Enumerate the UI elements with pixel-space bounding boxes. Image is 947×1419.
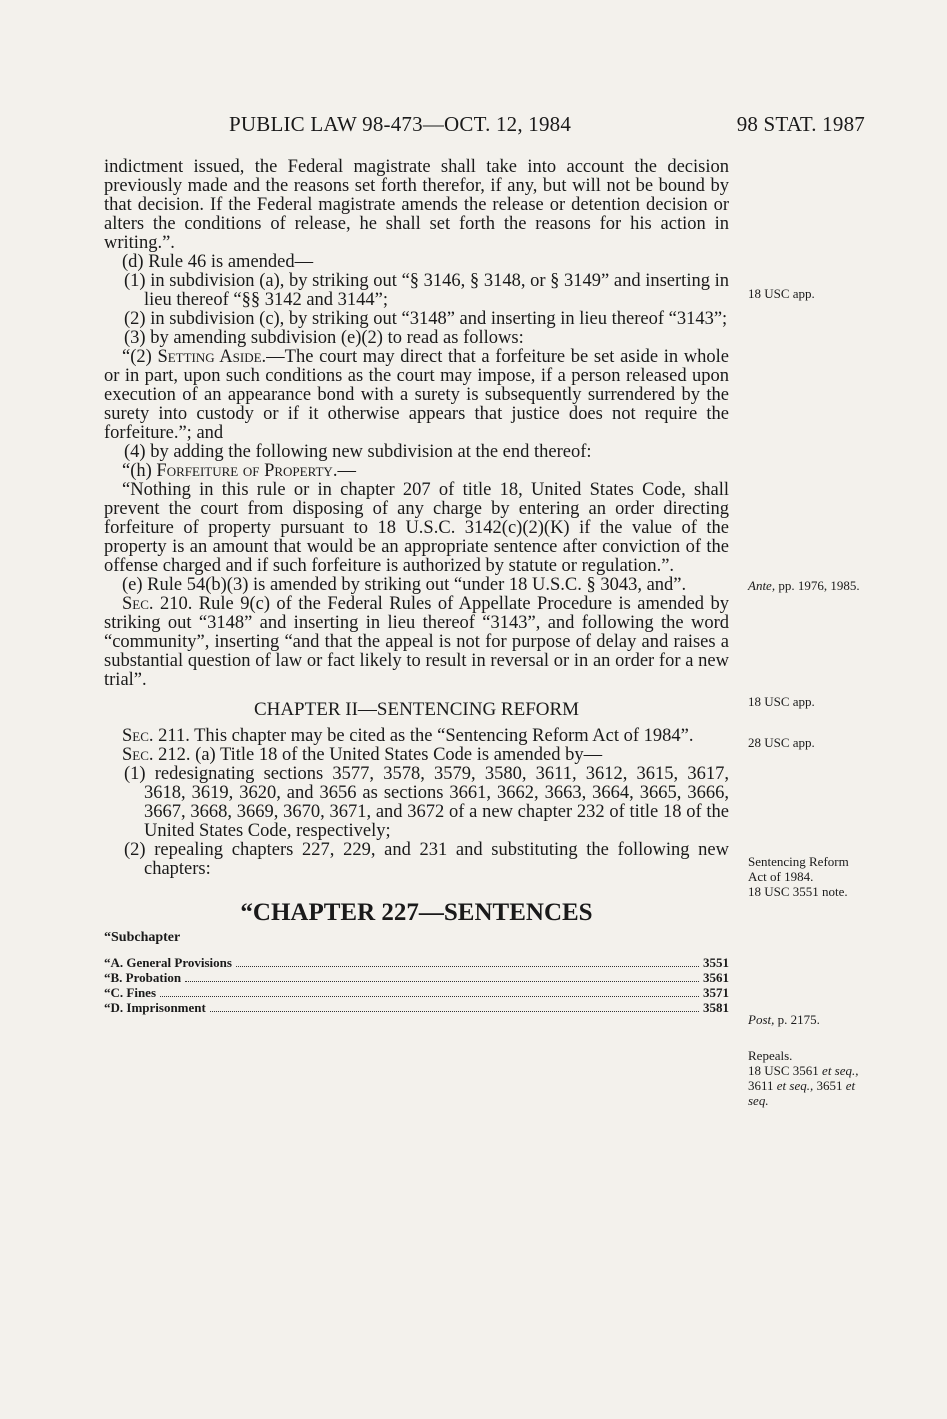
toc-leader-dots bbox=[185, 981, 699, 982]
margin-note-repeals bbox=[748, 1048, 868, 1108]
rule-46-item-1: (1) in subdivision (a), by striking out “§ 3146, § 3148, or § 3149” and inserting in lieu thereof “§§ 3142 and 3144”; bbox=[124, 271, 729, 310]
header-title: PUBLIC LAW 98-473—OCT. 12, 1984 bbox=[229, 112, 572, 136]
toc-leader-dots bbox=[160, 996, 699, 997]
margin-ante-pages: pp. 1976, 1985. bbox=[775, 578, 860, 593]
forfeiture-heading-line bbox=[104, 462, 729, 481]
section-211 bbox=[104, 727, 729, 746]
margin-note-18-usc-app: 18 USC app. bbox=[748, 286, 815, 301]
margin-post-page: p. 2175. bbox=[774, 1012, 820, 1027]
margin-sentencing-reform-act: Sentencing Reform Act of 1984. bbox=[748, 854, 849, 884]
toc-entry bbox=[104, 1000, 729, 1015]
setting-aside-paragraph bbox=[104, 348, 729, 443]
toc-leader-dots bbox=[236, 966, 699, 967]
margin-repeals: Repeals. bbox=[748, 1048, 793, 1063]
margin-note-sentencing-reform bbox=[748, 854, 868, 899]
forfeiture-lead: “(h) bbox=[122, 461, 157, 481]
setting-aside-text: .—The court may direct that a forfeiture be set aside in whole or in part, upon such conditions as the court may impose, if a person released upon execution of an appearance bond with a surety is subsequently surrendered by the surety into custody or if it otherwise appears that justice does not require the forfeiture.”; and bbox=[104, 347, 729, 443]
section-210-text: . 210. Rule 9(c) of the Federal Rules of Appellate Procedure is amended by striking out “3148” and inserting in lieu thereof “3143”, and following the word “community”, inserting “and that the appeal is not for purpose of delay and raises a substantial question of law or fact likely to result in reversal or in an order for a new trial”. bbox=[104, 594, 729, 690]
setting-aside-heading: Setting Aside bbox=[157, 347, 262, 367]
toc-entry bbox=[104, 955, 729, 970]
margin-note-ante bbox=[748, 578, 868, 593]
rule-46-item-3: (3) by amending subdivision (e)(2) to read as follows: bbox=[124, 328, 524, 348]
margin-post-italic: Post, bbox=[748, 1012, 775, 1027]
margin-note-18-usc-app-2: 18 USC app. bbox=[748, 694, 815, 709]
main-text bbox=[104, 158, 729, 1015]
setting-aside-lead: “(2) bbox=[122, 347, 158, 367]
chapter-227-heading: “CHAPTER 227—SENTENCES bbox=[240, 899, 593, 926]
margin-ante-italic: Ante, bbox=[748, 578, 776, 593]
margin-note-post bbox=[748, 1012, 868, 1027]
section-210 bbox=[104, 595, 729, 690]
paragraph-continuation: indictment issued, the Federal magistrate shall take into account the decision previously made and the reasons set forth therefor, if any, but will not be bound by that decision. If the Federal magistrate amends the release or detention decision or alters the conditions of release, he shall set forth the reasons for his action in writing.”. bbox=[104, 157, 729, 253]
rule-46-intro: (d) Rule 46 is amended— bbox=[122, 252, 314, 272]
toc-entry bbox=[104, 970, 729, 985]
chapter-2-heading: CHAPTER II—SENTENCING REFORM bbox=[253, 699, 580, 720]
toc-entry-number: 3561 bbox=[703, 970, 729, 985]
forfeiture-heading: Forfeiture of Property bbox=[156, 461, 333, 481]
section-212 bbox=[104, 746, 729, 765]
page-header bbox=[0, 112, 947, 146]
header-stat-page: 98 STAT. 1987 bbox=[736, 112, 865, 136]
margin-18-usc-3551: 18 USC 3551 note. bbox=[748, 884, 848, 899]
toc-leader-dots bbox=[210, 1011, 699, 1012]
margin-note-28-usc-app: 28 USC app. bbox=[748, 735, 815, 750]
toc-entry-label: “C. Fines bbox=[104, 985, 156, 1000]
subchapter-table-of-contents bbox=[104, 955, 729, 1015]
toc-entry-number: 3581 bbox=[703, 1000, 729, 1015]
toc-entry bbox=[104, 985, 729, 1000]
forfeiture-text: “Nothing in this rule or in chapter 207 of title 18, United States Code, shall prevent the court from disposing of any charge by entering an order directing forfeiture of property pursuant to 18 U.S.C. 3142(c)(2)(K) if the value of the property is an amount that would be an appropriate sentence after conviction of the offense charged and if such forfeiture is authorized by statute or regulation.”. bbox=[104, 480, 729, 576]
toc-entry-label: “D. Imprisonment bbox=[104, 1000, 206, 1015]
rule-46-item-4: (4) by adding the following new subdivision at the end thereof: bbox=[124, 442, 592, 462]
section-212-text: . 212. (a) Title 18 of the United States Code is amended by— bbox=[148, 745, 603, 765]
section-212-item-1: (1) redesignating sections 3577, 3578, 3579, 3580, 3611, 3612, 3615, 3617, 3618, 3619, 3620, and 3656 as sections 3661, 3662, 3663, 3664, 3665, 3666, 3667, 3668, 3669, 3670, 3671, and 3672 of a new chapter 232 of title 18 of the United States Code, respectively; bbox=[124, 764, 729, 841]
rule-46-item-2: (2) in subdivision (c), by striking out “3148” and inserting in lieu thereof “3143”; bbox=[124, 309, 728, 329]
forfeiture-dash: .— bbox=[332, 461, 356, 481]
rule-54-amendment: (e) Rule 54(b)(3) is amended by striking out “under 18 U.S.C. § 3043, and”. bbox=[122, 575, 687, 595]
section-label: Sec bbox=[122, 745, 149, 765]
section-211-text: . 211. This chapter may be cited as the “Sentencing Reform Act of 1984”. bbox=[148, 726, 694, 746]
margin-repealed-sections: 18 USC 3561 et seq., 3611 et seq., 3651 et seq. bbox=[748, 1063, 859, 1108]
toc-entry-number: 3551 bbox=[703, 955, 729, 970]
toc-entry-label: “A. General Provisions bbox=[104, 955, 232, 970]
toc-entry-label: “B. Probation bbox=[104, 970, 182, 985]
section-212-item-2: (2) repealing chapters 227, 229, and 231 and substituting the following new chapters: bbox=[124, 840, 729, 879]
subchapter-label: “Subchapter bbox=[104, 930, 181, 945]
toc-entry-number: 3571 bbox=[703, 985, 729, 1000]
section-label: Sec bbox=[122, 594, 149, 614]
section-label: Sec bbox=[122, 726, 149, 746]
